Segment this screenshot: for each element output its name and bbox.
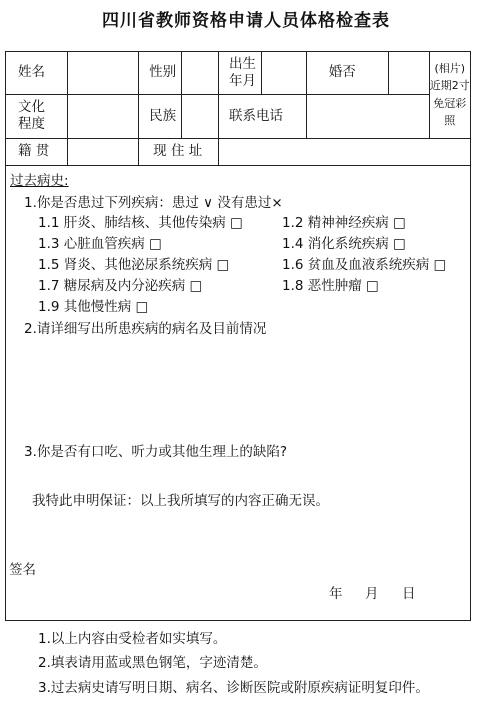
- phone-field[interactable]: [306, 94, 429, 138]
- disease-item-1-8[interactable]: 1.8 恶性肿瘤 □: [282, 278, 379, 294]
- ethnicity-field[interactable]: [182, 94, 219, 138]
- address-label: 现 住 址: [139, 138, 219, 165]
- history-heading: 过去病史:: [10, 173, 69, 189]
- ethnicity-label: 民族: [139, 94, 182, 138]
- marriage-field[interactable]: [388, 52, 429, 94]
- note-2: 2.填表请用蓝或黑色钢笔，字迹清楚。: [38, 655, 267, 671]
- gender-label: 性别: [139, 52, 182, 94]
- question-1: 1.你是否患过下列疾病：患过 ∨ 没有患过×: [24, 195, 283, 211]
- photo-line-3: 免冠彩照: [433, 96, 467, 128]
- disease-item-1-2[interactable]: 1.2 精神神经疾病 □: [282, 215, 406, 231]
- birth-label-line-2: 年月: [229, 72, 256, 89]
- disease-item-1-1[interactable]: 1.1 肝炎、肺结核、其他传染病 □: [38, 215, 243, 231]
- gender-field[interactable]: [182, 52, 219, 94]
- date-year: 年: [329, 586, 343, 602]
- question-2: 2.请详细写出所患疾病的病名及目前情况: [24, 321, 267, 337]
- education-label: [6, 94, 68, 138]
- education-label-line-2: 程度: [18, 116, 45, 132]
- phone-label: 联系电话: [219, 94, 307, 138]
- question-3: 3.你是否有口吃、听力或其他生理上的缺陷?: [24, 444, 288, 460]
- date-month: 月: [365, 586, 379, 602]
- education-field[interactable]: [68, 94, 139, 138]
- note-3: 3.过去病史请写明日期、病名、诊断医院或附原疾病证明复印件。: [38, 680, 429, 696]
- disease-item-1-7[interactable]: 1.7 糖尿病及内分泌疾病 □: [38, 278, 203, 294]
- disease-item-1-9[interactable]: 1.9 其他慢性病 □: [38, 299, 149, 315]
- photo-box: [429, 52, 470, 138]
- address-field[interactable]: [219, 138, 471, 165]
- photo-line-1: (相片): [434, 61, 466, 75]
- note-1: 1.以上内容由受检者如实填写。: [38, 631, 227, 647]
- disease-item-1-6[interactable]: 1.6 贫血及血液系统疾病 □: [282, 257, 447, 273]
- birth-label: [219, 52, 262, 94]
- name-field[interactable]: [68, 52, 139, 94]
- declaration: 我特此申明保证：以上我所填写的内容正确无误。: [32, 493, 329, 509]
- disease-item-1-5[interactable]: 1.5 肾炎、其他泌尿系统疾病 □: [38, 257, 230, 273]
- disease-item-1-3[interactable]: 1.3 心脏血管疾病 □: [38, 236, 162, 252]
- birth-label-line-1: 出生: [229, 55, 256, 72]
- education-label-line-1: 文化: [18, 99, 45, 116]
- photo-line-2: 近期2寸: [429, 79, 470, 93]
- native-place-field[interactable]: [68, 138, 139, 165]
- date-day: 日: [402, 586, 416, 602]
- signature-label: 签名: [9, 562, 36, 578]
- personal-info-table: [6, 52, 470, 166]
- marriage-label: 婚否: [306, 52, 388, 94]
- birth-field[interactable]: [261, 52, 306, 94]
- disease-item-1-4[interactable]: 1.4 消化系统疾病 □: [282, 236, 406, 252]
- form-title: 四川省教师资格申请人员体格检查表: [102, 11, 390, 31]
- native-place-label: 籍 贯: [6, 138, 68, 165]
- medical-history-section: [6, 167, 470, 620]
- name-label: 姓名: [6, 52, 68, 94]
- health-form: [5, 51, 471, 621]
